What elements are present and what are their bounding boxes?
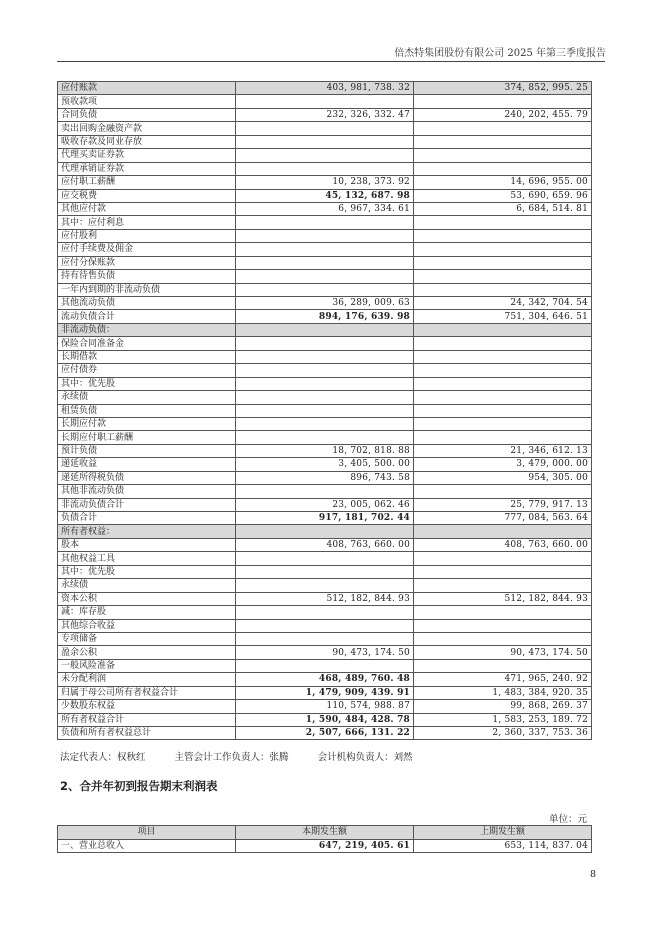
- row-label: 非流动负债合计: [58, 498, 236, 511]
- column-header: 上期发生额: [414, 826, 592, 840]
- table-row: [58, 323, 592, 336]
- beginning-balance-value: [414, 216, 592, 229]
- row-label: 资本公积: [58, 592, 236, 605]
- page-number: 8: [589, 869, 596, 880]
- ending-balance-value: [236, 431, 414, 444]
- beginning-balance-value: [414, 485, 592, 498]
- beginning-balance-value: [414, 149, 592, 162]
- beginning-balance-value: [414, 229, 592, 242]
- table-row: [58, 95, 592, 108]
- beginning-balance-value: [414, 135, 592, 148]
- beginning-balance-value: [414, 632, 592, 645]
- row-label: 归属于母公司所有者权益合计: [58, 686, 236, 699]
- table-row: [58, 243, 592, 256]
- ending-balance-value: 896, 743. 58: [236, 471, 414, 484]
- row-label: 其他权益工具: [58, 552, 236, 565]
- beginning-balance-value: [414, 337, 592, 350]
- ending-balance-value: 2, 507, 666, 131. 22: [236, 727, 414, 740]
- section-title: 2、合并年初到报告期末利润表: [60, 779, 218, 793]
- row-label: 应付股利: [58, 229, 236, 242]
- current-period-value: 647, 219, 405. 61: [236, 839, 414, 853]
- row-label: 其他流动负债: [58, 297, 236, 310]
- beginning-balance-value: [414, 243, 592, 256]
- row-label: 所有者权益合计: [58, 713, 236, 726]
- row-label: 持有待售负债: [58, 270, 236, 283]
- legal-representative: 法定代表人：权秋红: [60, 752, 146, 763]
- row-label: 长期应付职工薪酬: [58, 431, 236, 444]
- ending-balance-value: [236, 229, 414, 242]
- beginning-balance-value: [414, 350, 592, 363]
- ending-balance-value: 23, 005, 062. 46: [236, 498, 414, 511]
- row-label: 未分配利润: [58, 673, 236, 686]
- row-label: 其他非流动负债: [58, 485, 236, 498]
- row-label: 应付债券: [58, 364, 236, 377]
- table-row: [58, 417, 592, 430]
- ending-balance-value: [236, 162, 414, 175]
- ending-balance-value: [236, 417, 414, 430]
- row-label: 负债合计: [58, 512, 236, 525]
- accounting-head: 主管会计工作负责人：张腾: [174, 752, 289, 763]
- ending-balance-value: 36, 289, 009. 63: [236, 297, 414, 310]
- ending-balance-value: [236, 579, 414, 592]
- ending-balance-value: 232, 326, 332. 47: [236, 108, 414, 121]
- row-label: 应付分保账款: [58, 256, 236, 269]
- row-label: 一、营业总收入: [58, 839, 236, 853]
- beginning-balance-value: [414, 417, 592, 430]
- beginning-balance-value: [414, 270, 592, 283]
- table-row: [58, 391, 592, 404]
- balance-sheet-table: [57, 81, 592, 740]
- beginning-balance-value: 6, 684, 514. 81: [414, 202, 592, 215]
- row-label: 非流动负债：: [58, 323, 236, 336]
- row-label: 股本: [58, 538, 236, 551]
- table-header-row: [58, 826, 592, 840]
- table-row: [58, 619, 592, 632]
- ending-balance-value: [236, 552, 414, 565]
- table-row: [58, 202, 592, 215]
- ending-balance-value: [236, 377, 414, 390]
- table-row: [58, 337, 592, 350]
- row-label: 保险合同准备金: [58, 337, 236, 350]
- table-row: [58, 189, 592, 202]
- beginning-balance-value: 374, 852, 995. 25: [414, 82, 592, 95]
- ending-balance-value: [236, 350, 414, 363]
- ending-balance-value: 110, 574, 988. 87: [236, 700, 414, 713]
- row-label: 合同负债: [58, 108, 236, 121]
- beginning-balance-value: [414, 659, 592, 672]
- beginning-balance-value: 25, 779, 917. 13: [414, 498, 592, 511]
- beginning-balance-value: 3, 479, 000. 00: [414, 458, 592, 471]
- ending-balance-value: 917, 181, 702. 44: [236, 512, 414, 525]
- ending-balance-value: [236, 95, 414, 108]
- ending-balance-value: 403, 981, 738. 32: [236, 82, 414, 95]
- row-label: 长期应付款: [58, 417, 236, 430]
- table-row: [58, 82, 592, 95]
- beginning-balance-value: [414, 323, 592, 336]
- table-row: [58, 700, 592, 713]
- beginning-balance-value: [414, 525, 592, 538]
- row-label: 永续债: [58, 391, 236, 404]
- table-row: [58, 283, 592, 296]
- row-label: 一年内到期的非流动负债: [58, 283, 236, 296]
- beginning-balance-value: [414, 364, 592, 377]
- beginning-balance-value: [414, 579, 592, 592]
- ending-balance-value: [236, 243, 414, 256]
- table-row: [58, 646, 592, 659]
- table-row: [58, 592, 592, 605]
- ending-balance-value: [236, 270, 414, 283]
- table-row: [58, 431, 592, 444]
- row-label: 其中：优先股: [58, 565, 236, 578]
- beginning-balance-value: [414, 431, 592, 444]
- beginning-balance-value: 53, 690, 659. 96: [414, 189, 592, 202]
- beginning-balance-value: 471, 965, 240. 92: [414, 673, 592, 686]
- beginning-balance-value: [414, 391, 592, 404]
- ending-balance-value: 18, 702, 818. 88: [236, 444, 414, 457]
- beginning-balance-value: [414, 619, 592, 632]
- ending-balance-value: [236, 659, 414, 672]
- ending-balance-value: 6, 967, 334. 61: [236, 202, 414, 215]
- ending-balance-value: [236, 122, 414, 135]
- table-row: [58, 512, 592, 525]
- row-label: 流动负债合计: [58, 310, 236, 323]
- table-row: [58, 839, 592, 853]
- report-header: 倍杰特集团股份有限公司 2025 年第三季度报告: [394, 48, 606, 59]
- ending-balance-value: 1, 590, 484, 428. 78: [236, 713, 414, 726]
- table-row: [58, 525, 592, 538]
- row-label: 少数股东权益: [58, 700, 236, 713]
- beginning-balance-value: 408, 763, 660. 00: [414, 538, 592, 551]
- header-divider: [57, 61, 605, 62]
- table-row: [58, 176, 592, 189]
- beginning-balance-value: 512, 182, 844. 93: [414, 592, 592, 605]
- ending-balance-value: [236, 606, 414, 619]
- beginning-balance-value: 751, 304, 646. 51: [414, 310, 592, 323]
- income-statement-table: [57, 825, 592, 853]
- row-label: 盈余公积: [58, 646, 236, 659]
- ending-balance-value: 45, 132, 687. 98: [236, 189, 414, 202]
- row-label: 吸收存款及同业存放: [58, 135, 236, 148]
- table-row: [58, 216, 592, 229]
- column-header: 项目: [58, 826, 236, 840]
- ending-balance-value: [236, 337, 414, 350]
- column-header: 本期发生额: [236, 826, 414, 840]
- table-row: [58, 149, 592, 162]
- row-label: 所有者权益：: [58, 525, 236, 538]
- ending-balance-value: [236, 525, 414, 538]
- beginning-balance-value: 24, 342, 704. 54: [414, 297, 592, 310]
- ending-balance-value: [236, 632, 414, 645]
- row-label: 负债和所有者权益总计: [58, 727, 236, 740]
- beginning-balance-value: 90, 473, 174. 50: [414, 646, 592, 659]
- table-row: [58, 229, 592, 242]
- table-row: [58, 485, 592, 498]
- ending-balance-value: 468, 489, 760. 48: [236, 673, 414, 686]
- accounting-department-head: 会计机构负责人：刘然: [317, 752, 413, 763]
- row-label: 应付手续费及佣金: [58, 243, 236, 256]
- table-row: [58, 552, 592, 565]
- beginning-balance-value: [414, 122, 592, 135]
- beginning-balance-value: [414, 606, 592, 619]
- ending-balance-value: 408, 763, 660. 00: [236, 538, 414, 551]
- ending-balance-value: [236, 364, 414, 377]
- row-label: 其他应付款: [58, 202, 236, 215]
- beginning-balance-value: [414, 552, 592, 565]
- table-row: [58, 659, 592, 672]
- ending-balance-value: [236, 323, 414, 336]
- beginning-balance-value: 21, 346, 612. 13: [414, 444, 592, 457]
- row-label: 专项储备: [58, 632, 236, 645]
- table-row: [58, 713, 592, 726]
- row-label: 递延所得税负债: [58, 471, 236, 484]
- ending-balance-value: 894, 176, 639. 98: [236, 310, 414, 323]
- row-label: 租赁负债: [58, 404, 236, 417]
- table-row: [58, 270, 592, 283]
- ending-balance-value: 90, 473, 174. 50: [236, 646, 414, 659]
- row-label: 代理承销证券款: [58, 162, 236, 175]
- ending-balance-value: [236, 216, 414, 229]
- row-label: 应交税费: [58, 189, 236, 202]
- ending-balance-value: 10, 238, 373. 92: [236, 176, 414, 189]
- table-row: [58, 471, 592, 484]
- row-label: 永续债: [58, 579, 236, 592]
- row-label: 长期借款: [58, 350, 236, 363]
- row-label: 其他综合收益: [58, 619, 236, 632]
- row-label: 一般风险准备: [58, 659, 236, 672]
- beginning-balance-value: [414, 162, 592, 175]
- ending-balance-value: 3, 405, 500. 00: [236, 458, 414, 471]
- table-row: [58, 162, 592, 175]
- beginning-balance-value: 954, 305. 00: [414, 471, 592, 484]
- beginning-balance-value: 1, 483, 384, 920. 35: [414, 686, 592, 699]
- row-label: 应付账款: [58, 82, 236, 95]
- ending-balance-value: [236, 485, 414, 498]
- ending-balance-value: [236, 391, 414, 404]
- table-row: [58, 108, 592, 121]
- row-label: 预计负债: [58, 444, 236, 457]
- ending-balance-value: 512, 182, 844. 93: [236, 592, 414, 605]
- row-label: 减：库存股: [58, 606, 236, 619]
- table-row: [58, 364, 592, 377]
- table-row: [58, 404, 592, 417]
- beginning-balance-value: 1, 583, 253, 189. 72: [414, 713, 592, 726]
- table-row: [58, 565, 592, 578]
- ending-balance-value: [236, 404, 414, 417]
- beginning-balance-value: [414, 565, 592, 578]
- table-row: [58, 350, 592, 363]
- table-row: [58, 606, 592, 619]
- ending-balance-value: [236, 565, 414, 578]
- ending-balance-value: [236, 149, 414, 162]
- table-row: [58, 297, 592, 310]
- beginning-balance-value: [414, 377, 592, 390]
- signature-line: [60, 749, 439, 763]
- table-row: [58, 727, 592, 740]
- row-label: 卖出回购金融资产款: [58, 122, 236, 135]
- beginning-balance-value: [414, 283, 592, 296]
- ending-balance-value: [236, 135, 414, 148]
- table-row: [58, 579, 592, 592]
- row-label: 递延收益: [58, 458, 236, 471]
- row-label: 其中：应付利息: [58, 216, 236, 229]
- ending-balance-value: [236, 619, 414, 632]
- row-label: 预收款项: [58, 95, 236, 108]
- ending-balance-value: [236, 256, 414, 269]
- beginning-balance-value: 2, 360, 337, 753. 36: [414, 727, 592, 740]
- table-row: [58, 256, 592, 269]
- table-row: [58, 673, 592, 686]
- beginning-balance-value: [414, 95, 592, 108]
- table-row: [58, 122, 592, 135]
- row-label: 其中：优先股: [58, 377, 236, 390]
- unit-label: 单位：元: [548, 814, 587, 825]
- beginning-balance-value: [414, 256, 592, 269]
- ending-balance-value: 1, 479, 909, 439. 91: [236, 686, 414, 699]
- table-row: [58, 686, 592, 699]
- table-row: [58, 498, 592, 511]
- row-label: 代理买卖证券款: [58, 149, 236, 162]
- table-row: [58, 135, 592, 148]
- previous-period-value: 653, 114, 837. 04: [414, 839, 592, 853]
- beginning-balance-value: 14, 696, 955. 00: [414, 176, 592, 189]
- beginning-balance-value: 240, 202, 455. 79: [414, 108, 592, 121]
- table-row: [58, 458, 592, 471]
- table-row: [58, 538, 592, 551]
- beginning-balance-value: [414, 404, 592, 417]
- table-row: [58, 377, 592, 390]
- ending-balance-value: [236, 283, 414, 296]
- beginning-balance-value: 99, 868, 269. 37: [414, 700, 592, 713]
- beginning-balance-value: 777, 084, 563. 64: [414, 512, 592, 525]
- table-row: [58, 444, 592, 457]
- row-label: 应付职工薪酬: [58, 176, 236, 189]
- table-row: [58, 632, 592, 645]
- table-row: [58, 310, 592, 323]
